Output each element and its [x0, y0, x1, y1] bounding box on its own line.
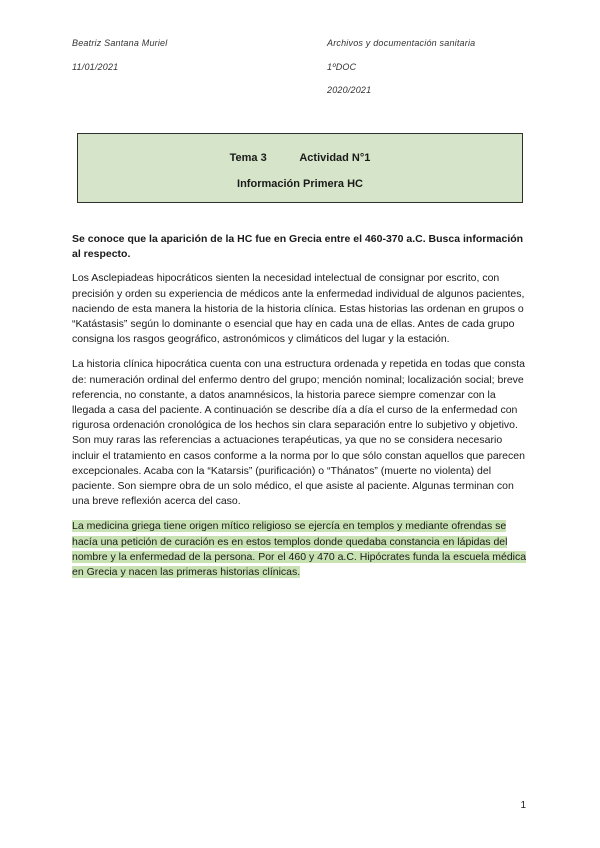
- highlighted-text: La medicina griega tiene origen mítico religioso se ejercía en templos y mediante ofrendas se hacía una petición de curación es en estos templos donde quedaba constancia en lápidas del nombre y la enfermedad de la persona. Por el 460 y 470 a.C. Hipócrates funda la escuela médica en Grecia y nacen las primeras historias clínicas.: [72, 520, 527, 579]
- header-subject: Archivos y documentación sanitaria: [327, 38, 476, 48]
- title-line: [78, 152, 522, 164]
- actividad-label: Actividad N°1: [299, 152, 371, 164]
- paragraph-highlighted: [72, 519, 528, 580]
- tema-label: Tema 3: [229, 152, 267, 164]
- paragraph-asclepiadeas: Los Asclepiadeas hipocráticos sienten la necesidad intelectual de consignar por escrito, con precisión y orden su experiencia de médicos ante la enfermedad individual de algunos pacientes, naciendo de esta manera la historia de la historia clínica. Estas historias las ordenan en grupos o “Katástasis” según lo dominante o esencial que hay en cada una de ellas. Antes de cada grupo consigna los rasgos geográfico, astronómicos y climáticos del lugar y la estación.: [72, 272, 525, 346]
- header-date: 11/01/2021: [72, 62, 119, 72]
- header-author: Beatriz Santana Muriel: [72, 38, 168, 48]
- header-year: 2020/2021: [327, 85, 372, 95]
- document-body: [72, 232, 528, 590]
- title-subtitle: Información Primera HC: [237, 178, 363, 190]
- paragraph-structure: La historia clínica hipocrática cuenta con una estructura ordenada y repetida en todas que consta de: numeración ordinal del enfermo dentro del grupo; mención nominal; localización social; breve referencia, no constante, a datos anamnésicos, la historia parece siempre comenzar con la llegada a casa del paciente. A continuación se describe día a día el curso de la enfermedad con rigurosa ordenación cronológica de los hechos sin clara separación entre lo subjetivo y objetivo. Son muy raras las referencias a actuaciones terapéuticas, ya que no se considera necesario incluir el tratamiento en casos conforme a la norma por lo que sólo constan aquellos que parecen excepcionales. Acaba con la “Katarsis” (purificación) o “Thánatos” (muerte no violenta) del paciente. Son siempre obra de un solo médico, el que asiste al paciente. Algunas terminan con una breve reflexión acerca del caso.: [72, 358, 525, 508]
- header-course: 1ºDOC: [327, 62, 357, 72]
- title-box: [77, 133, 523, 203]
- question-heading: Se conoce que la aparición de la HC fue en Grecia entre el 460-370 a.C. Busca información al respecto.: [72, 233, 524, 261]
- page-number: 1: [520, 800, 526, 811]
